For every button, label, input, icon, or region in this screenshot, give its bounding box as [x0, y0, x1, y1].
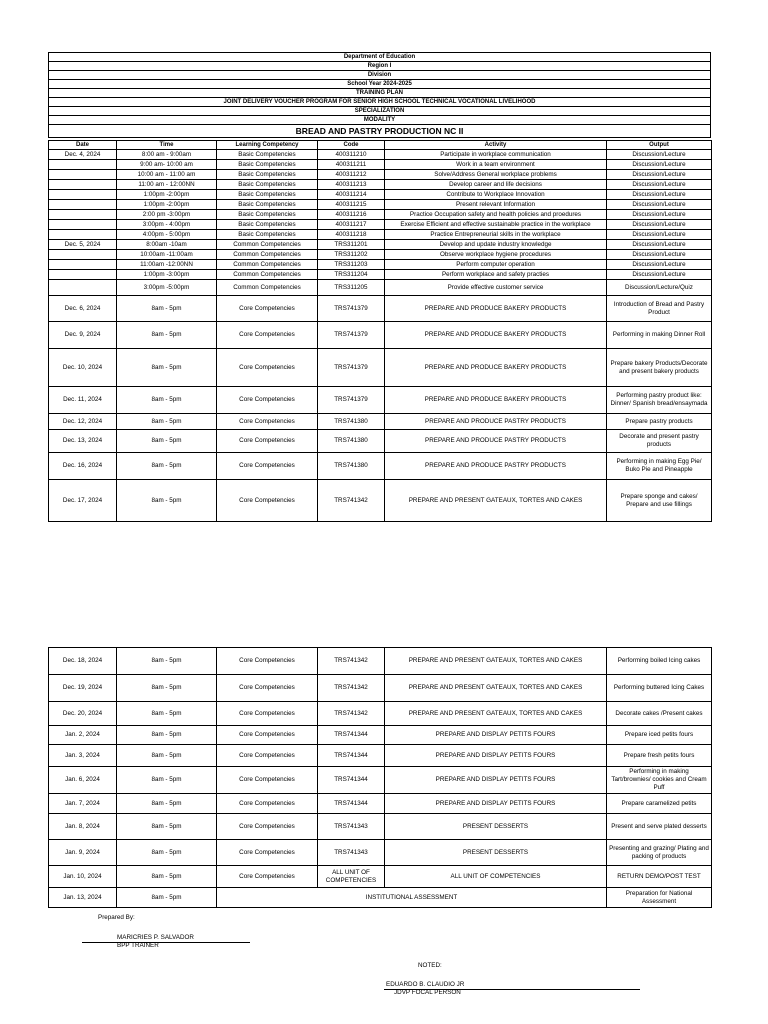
cell-competency: Common Competencies [217, 240, 318, 250]
cell-time: 8am - 5pm [117, 840, 217, 866]
cell-date: Jan. 8, 2024 [49, 814, 117, 840]
table-row [49, 414, 712, 430]
cell-output: Introduction of Bread and Pastry Product [607, 296, 712, 322]
cell-competency: Common Competencies [217, 280, 318, 296]
cell-time: 11:00 am - 12:00NN [117, 180, 217, 190]
cell-code: 400311212 [318, 170, 385, 180]
cell-activity: PREPARE AND PRODUCE BAKERY PRODUCTS [385, 322, 607, 349]
cell-code: TRS741380 [318, 453, 385, 480]
cell-date [49, 270, 117, 280]
column-header-code: Code [318, 141, 385, 150]
cell-activity: Develop career and life decisions [385, 180, 607, 190]
modality-line: MODALITY [49, 116, 711, 125]
table-row [49, 794, 712, 814]
table-row [49, 480, 712, 522]
cell-competency: Common Competencies [217, 250, 318, 260]
cell-date: Jan. 13, 2024 [49, 888, 117, 908]
cell-competency: Basic Competencies [217, 170, 318, 180]
column-header-activity: Activity [385, 141, 607, 150]
division-line: Division [49, 71, 711, 80]
cell-activity: ALL UNIT OF COMPETENCIES [385, 866, 607, 888]
cell-time: 8am - 5pm [117, 387, 217, 414]
cell-date [49, 230, 117, 240]
cell-code: TRS311205 [318, 280, 385, 296]
cell-code: TRS741379 [318, 322, 385, 349]
table-footer-row [49, 888, 712, 908]
cell-date: Jan. 7, 2024 [49, 794, 117, 814]
cell-activity: PREPARE AND DISPLAY PETITS FOURS [385, 767, 607, 794]
cell-output: Present and serve plated desserts [607, 814, 712, 840]
table-row [49, 888, 712, 908]
prepared-by-label: Prepared By: [98, 914, 135, 921]
cell-time: 8am - 5pm [117, 349, 217, 387]
cell-activity: Present relevant Information [385, 200, 607, 210]
cell-code: TRS741344 [318, 767, 385, 794]
cell-time: 9:00 am- 10:00 am [117, 160, 217, 170]
cell-code: TRS741343 [318, 814, 385, 840]
cell-competency: Core Competencies [217, 387, 318, 414]
cell-activity: PRESENT DESSERTS [385, 814, 607, 840]
cell-output: Preparation for National Assessment [607, 888, 712, 908]
cell-competency: Basic Competencies [217, 200, 318, 210]
column-header-date: Date [49, 141, 117, 150]
cell-time: 8am - 5pm [117, 480, 217, 522]
cell-competency: Core Competencies [217, 767, 318, 794]
cell-code: ALL UNIT OF COMPETENCIES [318, 866, 385, 888]
cell-activity: PREPARE AND PRESENT GATEAUX, TORTES AND CAKES [385, 675, 607, 702]
cell-date [49, 250, 117, 260]
cell-output: Discussion/Lecture [607, 150, 712, 160]
table-row [49, 322, 712, 349]
cell-time: 10:00am -11:00am [117, 250, 217, 260]
cell-output: Prepare sponge and cakes/ Prepare and use fillings [607, 480, 712, 522]
cell-code: 400311210 [318, 150, 385, 160]
cell-competency: Basic Competencies [217, 150, 318, 160]
cell-date: Dec. 12, 2024 [49, 414, 117, 430]
program-line: JOINT DELIVERY VOUCHER PROGRAM FOR SENIOR HIGH SCHOOL TECHNICAL VOCATIONAL LIVELIHOOD [49, 98, 711, 107]
cell-time: 3:00pm -5:00pm [117, 280, 217, 296]
table-body-page1 [49, 150, 712, 522]
cell-activity: Develop and update industry knowledge [385, 240, 607, 250]
cell-code: TRS741342 [318, 675, 385, 702]
cell-time: 8am - 5pm [117, 322, 217, 349]
cell-competency: Basic Competencies [217, 180, 318, 190]
cell-competency: Core Competencies [217, 414, 318, 430]
cell-output: Discussion/Lecture/Quiz [607, 280, 712, 296]
table-row [49, 814, 712, 840]
document-header [48, 52, 711, 138]
cell-date: Dec. 9, 2024 [49, 322, 117, 349]
table-row [49, 648, 712, 675]
cell-output: Prepare bakery Products/Decorate and present bakery products [607, 349, 712, 387]
cell-date: Dec. 13, 2024 [49, 430, 117, 453]
cell-date: Dec. 18, 2024 [49, 648, 117, 675]
cell-code: TRS741379 [318, 387, 385, 414]
cell-competency: Basic Competencies [217, 210, 318, 220]
cell-activity: Perform computer operation [385, 260, 607, 270]
cell-code: TRS741342 [318, 648, 385, 675]
cell-activity: Solve/Address General workplace problems [385, 170, 607, 180]
training-plan-table-continued [48, 647, 712, 908]
cell-code: TRS741343 [318, 840, 385, 866]
cell-time: 8am - 5pm [117, 794, 217, 814]
cell-competency: Core Competencies [217, 322, 318, 349]
cell-competency: Basic Competencies [217, 220, 318, 230]
cell-date [49, 170, 117, 180]
focal-person-name: EDUARDO B. CLAUDIO JR [386, 981, 465, 988]
table-row [49, 349, 712, 387]
cell-competency: Common Competencies [217, 270, 318, 280]
cell-code: TRS741344 [318, 726, 385, 745]
cell-time: 8am - 5pm [117, 296, 217, 322]
cell-date: Dec. 17, 2024 [49, 480, 117, 522]
cell-output: Discussion/Lecture [607, 270, 712, 280]
cell-output: Discussion/Lecture [607, 210, 712, 220]
cell-date: Jan. 9, 2024 [49, 840, 117, 866]
cell-competency: Core Competencies [217, 840, 318, 866]
cell-output: Discussion/Lecture [607, 180, 712, 190]
table-row [49, 296, 712, 322]
table-row [49, 210, 712, 220]
noted-label: NOTED: [418, 962, 442, 969]
table-row [49, 220, 712, 230]
cell-output: Presenting and grazing/ Plating and packing of products [607, 840, 712, 866]
cell-code: TRS741380 [318, 414, 385, 430]
cell-code: 400311217 [318, 220, 385, 230]
table-row [49, 230, 712, 240]
cell-date [49, 260, 117, 270]
cell-code: 400311213 [318, 180, 385, 190]
cell-output: Prepare fresh petits fours [607, 745, 712, 767]
table-body-page2 [49, 648, 712, 888]
cell-code: TRS741380 [318, 430, 385, 453]
cell-date: Dec. 4, 2024 [49, 150, 117, 160]
cell-output: Prepare caramelized petits [607, 794, 712, 814]
cell-time: 8:00 am - 9:00am [117, 150, 217, 160]
table-row [49, 430, 712, 453]
cell-output: Discussion/Lecture [607, 260, 712, 270]
specialization-line: SPECIALIZATION [49, 107, 711, 116]
cell-activity: Perform workplace and safety practies [385, 270, 607, 280]
table-row [49, 767, 712, 794]
cell-output: Performing buttered Icing Cakes [607, 675, 712, 702]
table-row [49, 190, 712, 200]
cell-code: TRS311202 [318, 250, 385, 260]
cell-activity: PREPARE AND PRODUCE PASTRY PRODUCTS [385, 414, 607, 430]
cell-time: 1:00pm -2:00pm [117, 200, 217, 210]
cell-activity: Work in a team environment [385, 160, 607, 170]
cell-activity: PRESENT DESSERTS [385, 840, 607, 866]
table-row [49, 180, 712, 190]
cell-code: 400311214 [318, 190, 385, 200]
trainer-name: MARICRIES P. SALVADOR [117, 934, 194, 941]
column-header-competency: Learning Competency [217, 141, 318, 150]
table-row [49, 260, 712, 270]
table-row [49, 150, 712, 160]
cell-time: 1:00pm -3:00pm [117, 270, 217, 280]
cell-competency: Core Competencies [217, 814, 318, 840]
cell-competency: Core Competencies [217, 702, 318, 726]
cell-output: Discussion/Lecture [607, 230, 712, 240]
cell-activity: PREPARE AND PRESENT GATEAUX, TORTES AND CAKES [385, 702, 607, 726]
cell-code: TRS741342 [318, 702, 385, 726]
table-row [49, 170, 712, 180]
cell-output: Performing in making Tart/brownies/ cookies and Cream Puff [607, 767, 712, 794]
cell-competency: Core Competencies [217, 430, 318, 453]
cell-code: 400311215 [318, 200, 385, 210]
cell-date: Dec. 16, 2024 [49, 453, 117, 480]
trainer-title: BPP TRAINER [117, 942, 159, 949]
cell-activity: PREPARE AND PRODUCE BAKERY PRODUCTS [385, 349, 607, 387]
table-row [49, 726, 712, 745]
cell-date: Dec. 20, 2024 [49, 702, 117, 726]
table-row [49, 745, 712, 767]
training-plan-table [48, 140, 712, 522]
table-row [49, 280, 712, 296]
cell-competency: Core Competencies [217, 866, 318, 888]
cell-activity: Observe workplace hygiene procedures [385, 250, 607, 260]
cell-time: 8am - 5pm [117, 888, 217, 908]
cell-time: 10:00 am - 11:00 am [117, 170, 217, 180]
cell-code: TRS741344 [318, 794, 385, 814]
column-header-time: Time [117, 141, 217, 150]
cell-activity: PREPARE AND DISPLAY PETITS FOURS [385, 745, 607, 767]
cell-output: Discussion/Lecture [607, 240, 712, 250]
table-row [49, 160, 712, 170]
cell-code: TRS741342 [318, 480, 385, 522]
cell-date: Dec. 19, 2024 [49, 675, 117, 702]
cell-output: Discussion/Lecture [607, 250, 712, 260]
cell-competency: Basic Competencies [217, 160, 318, 170]
cell-time: 8am - 5pm [117, 430, 217, 453]
trainer-signature-line [82, 942, 250, 943]
cell-time: 8am - 5pm [117, 767, 217, 794]
cell-activity: PREPARE AND PRODUCE BAKERY PRODUCTS [385, 387, 607, 414]
cell-activity: Practice Occupation safety and health policies and proedures [385, 210, 607, 220]
cell-output: Discussion/Lecture [607, 160, 712, 170]
cell-output: Discussion/Lecture [607, 190, 712, 200]
cell-code: TRS741344 [318, 745, 385, 767]
cell-output: Performing pastry product like: Dinner/ Spanish bread/ensaymada [607, 387, 712, 414]
cell-activity: PREPARE AND DISPLAY PETITS FOURS [385, 726, 607, 745]
department-line: Department of Education [49, 53, 711, 62]
cell-competency: Core Competencies [217, 296, 318, 322]
cell-code: TRS311204 [318, 270, 385, 280]
cell-activity: Participate in workplace communication [385, 150, 607, 160]
cell-output: Performing in making Egg Pie/ Buko Pie and Pineapple [607, 453, 712, 480]
cell-time: 8am - 5pm [117, 675, 217, 702]
cell-competency: Basic Competencies [217, 230, 318, 240]
cell-output: Performing in making Dinner Roll [607, 322, 712, 349]
cell-time: 4:00pm - 5:00pm [117, 230, 217, 240]
cell-date [49, 160, 117, 170]
school-year-line: School Year 2024-2025 [49, 80, 711, 89]
table-row [49, 866, 712, 888]
cell-competency: Basic Competencies [217, 190, 318, 200]
cell-time: 2:00 pm -3:00pm [117, 210, 217, 220]
cell-activity: Contribute to Workplace Innovation [385, 190, 607, 200]
cell-output: Prepare pastry products [607, 414, 712, 430]
cell-code: 400311211 [318, 160, 385, 170]
cell-time: 8am - 5pm [117, 648, 217, 675]
cell-code: TRS741379 [318, 349, 385, 387]
cell-output: RETURN DEMO/POST TEST [607, 866, 712, 888]
cell-activity: Provide effective customer service [385, 280, 607, 296]
cell-time: 3:00pm - 4:00pm [117, 220, 217, 230]
cell-competency: Core Competencies [217, 648, 318, 675]
cell-competency: Common Competencies [217, 260, 318, 270]
cell-output: Decorate cakes /Present cakes [607, 702, 712, 726]
cell-time: 8am - 5pm [117, 702, 217, 726]
cell-activity: PREPARE AND PRESENT GATEAUX, TORTES AND CAKES [385, 648, 607, 675]
cell-date [49, 220, 117, 230]
cell-time: 1:00pm -2:00pm [117, 190, 217, 200]
cell-competency: Core Competencies [217, 480, 318, 522]
cell-date: Jan. 2, 2024 [49, 726, 117, 745]
cell-time: 8am - 5pm [117, 414, 217, 430]
cell-competency: Core Competencies [217, 726, 318, 745]
cell-competency: Core Competencies [217, 794, 318, 814]
plan-title: TRAINING PLAN [49, 89, 711, 98]
cell-activity: Exercise Efficient and effective sustainable practice in the workplace [385, 220, 607, 230]
table-row [49, 702, 712, 726]
cell-date: Jan. 3, 2024 [49, 745, 117, 767]
cell-competency: Core Competencies [217, 453, 318, 480]
cell-code: 400311216 [318, 210, 385, 220]
cell-time: 8am - 5pm [117, 814, 217, 840]
focal-person-title: JDVP FOCAL PERSON [394, 989, 461, 996]
table-row [49, 840, 712, 866]
cell-date [49, 190, 117, 200]
cell-competency: Core Competencies [217, 745, 318, 767]
cell-time: 8am - 5pm [117, 745, 217, 767]
cell-activity: INSTITUTIONAL ASSESSMENT [217, 888, 607, 908]
cell-date [49, 180, 117, 190]
region-line: Region I [49, 62, 711, 71]
table-row [49, 200, 712, 210]
cell-output: Performing boiled Icing cakes [607, 648, 712, 675]
table-row [49, 453, 712, 480]
cell-output: Decorate and present pastry products [607, 430, 712, 453]
table-row [49, 387, 712, 414]
cell-output: Prepare iced petits fours [607, 726, 712, 745]
cell-competency: Core Competencies [217, 349, 318, 387]
cell-activity: PREPARE AND PRODUCE PASTRY PRODUCTS [385, 453, 607, 480]
cell-date: Dec. 11, 2024 [49, 387, 117, 414]
column-header-output: Output [607, 141, 712, 150]
cell-date [49, 280, 117, 296]
cell-output: Discussion/Lecture [607, 170, 712, 180]
cell-activity: Practice Entrepreneurial skills in the workplace [385, 230, 607, 240]
cell-activity: PREPARE AND PRODUCE BAKERY PRODUCTS [385, 296, 607, 322]
cell-date: Dec. 6, 2024 [49, 296, 117, 322]
cell-time: 8am - 5pm [117, 726, 217, 745]
cell-time: 8am - 5pm [117, 866, 217, 888]
cell-activity: PREPARE AND DISPLAY PETITS FOURS [385, 794, 607, 814]
cell-code: 400311218 [318, 230, 385, 240]
cell-activity: PREPARE AND PRODUCE PASTRY PRODUCTS [385, 430, 607, 453]
cell-output: Discussion/Lecture [607, 200, 712, 210]
cell-date: Dec. 10, 2024 [49, 349, 117, 387]
cell-date: Jan. 6, 2024 [49, 767, 117, 794]
cell-date: Jan. 10, 2024 [49, 866, 117, 888]
cell-time: 11:00am -12:00NN [117, 260, 217, 270]
cell-date [49, 210, 117, 220]
cell-activity: PREPARE AND PRESENT GATEAUX, TORTES AND CAKES [385, 480, 607, 522]
cell-competency: Core Competencies [217, 675, 318, 702]
cell-code: TRS311201 [318, 240, 385, 250]
cell-code: TRS311203 [318, 260, 385, 270]
cell-date [49, 200, 117, 210]
table-row [49, 270, 712, 280]
cell-code: TRS741379 [318, 296, 385, 322]
table-row [49, 675, 712, 702]
qualification-title: BREAD AND PASTRY PRODUCTION NC II [49, 125, 711, 138]
table-row [49, 240, 712, 250]
cell-time: 8am - 5pm [117, 453, 217, 480]
cell-output: Discussion/Lecture [607, 220, 712, 230]
cell-date: Dec. 5, 2024 [49, 240, 117, 250]
cell-time: 8:00am -10am [117, 240, 217, 250]
table-row [49, 250, 712, 260]
